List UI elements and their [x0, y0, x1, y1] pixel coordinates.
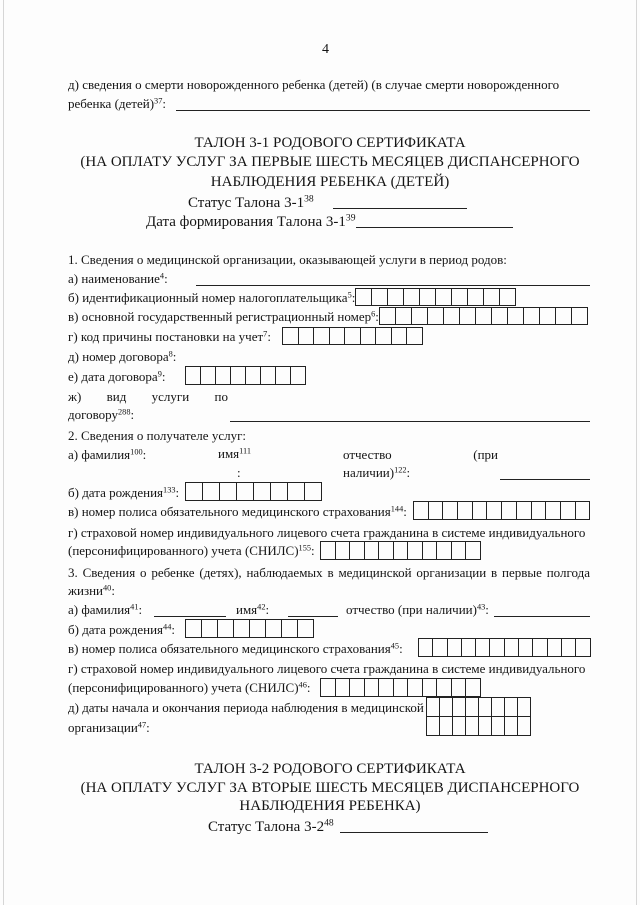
- label-text: имя: [218, 446, 240, 461]
- death-info-label: [68, 96, 166, 112]
- digit-cell: [466, 679, 481, 697]
- colon: :: [403, 504, 407, 519]
- colon: :: [142, 447, 147, 462]
- digit-cell: [345, 328, 361, 345]
- digit-cell: [540, 308, 556, 325]
- death-info-fill-line: [176, 110, 590, 111]
- talon-3-1-date-fill-line: [356, 227, 513, 228]
- digit-cell: [186, 620, 202, 638]
- child-surname-fill-line: [154, 616, 226, 617]
- digit-cell: [305, 483, 322, 501]
- colon: :: [399, 641, 403, 656]
- kpp-label: [68, 329, 271, 345]
- digit-cell: [440, 698, 453, 717]
- footnote-ref: 42: [257, 602, 266, 612]
- label-text: е) дата договора: [68, 369, 158, 384]
- digit-cell: [361, 328, 377, 345]
- service-type-label-line1: ж) вид услуги по: [68, 389, 228, 404]
- digit-cell: [492, 717, 505, 736]
- colon: :: [265, 602, 270, 617]
- digit-cell: [479, 698, 492, 717]
- talon-3-1-date-label: [146, 213, 356, 231]
- digit-cell: [562, 639, 576, 657]
- recipient-birth-date-label: [68, 485, 179, 501]
- digit-cell: [452, 679, 467, 697]
- digit-cell: [572, 308, 588, 325]
- colon: :: [162, 96, 166, 111]
- observation-period-label-line1: д) даты начала и окончания периода наблюдения в медицинской: [68, 700, 424, 715]
- digit-cell: [218, 620, 234, 638]
- footnote-ref: 155: [298, 543, 312, 553]
- digit-cell: [186, 367, 201, 385]
- digit-cell: [524, 308, 540, 325]
- recipient-patronymic-label-line2: [343, 465, 410, 481]
- digit-cell: [376, 328, 392, 345]
- colon: :: [164, 271, 168, 286]
- label-text: наличии): [343, 465, 395, 480]
- digit-cell: [437, 542, 452, 560]
- digit-cell: [576, 502, 591, 520]
- child-first-name-label: [236, 602, 269, 618]
- talon-3-2-subtitle-line1: (НА ОПЛАТУ УСЛУГ ЗА ВТОРЫЕ ШЕСТЬ МЕСЯЦЕВ ДИСПАНСЕРНОГО: [80, 780, 580, 796]
- digit-cell: [379, 679, 394, 697]
- contract-number-label: [68, 349, 176, 365]
- label-text: а) фамилия: [68, 447, 131, 462]
- footnote-ref: 47: [137, 720, 147, 730]
- digit-cell: [408, 679, 423, 697]
- footnote-ref: 43: [476, 602, 486, 612]
- observation-period-label-line2: [68, 720, 150, 736]
- footnote-ref: 288: [118, 407, 131, 417]
- section-1-heading: 1. Сведения о медицинской организации, оказывающей услуги в период родов:: [68, 252, 507, 267]
- footnote-ref: 45: [390, 641, 400, 651]
- child-snils-cells: [320, 678, 481, 697]
- digit-cell: [216, 367, 231, 385]
- digit-cell: [407, 328, 423, 345]
- contract-date-cells: [185, 366, 306, 385]
- child-patronymic-label: [346, 602, 489, 618]
- observation-period-cells: [426, 697, 531, 736]
- digit-cell: [254, 483, 271, 501]
- label-text: б) дата рождения: [68, 622, 164, 637]
- footnote-ref: 40: [103, 583, 112, 593]
- talon-3-2-status-fill-line: [340, 832, 488, 833]
- colon: :: [111, 583, 115, 598]
- digit-cell: [428, 308, 444, 325]
- footnote-ref: 5: [347, 290, 352, 300]
- digit-cell: [396, 308, 412, 325]
- colon: :: [267, 329, 271, 344]
- digit-cell: [388, 289, 404, 306]
- digit-cell: [237, 483, 254, 501]
- child-oms-policy-label: [68, 641, 403, 657]
- footnote-ref: 48: [324, 817, 334, 829]
- digit-cell: [490, 639, 504, 657]
- digit-cell: [365, 679, 380, 697]
- digit-cell: [462, 639, 476, 657]
- digit-cell: [437, 679, 452, 697]
- footnote-ref: 100: [130, 447, 143, 457]
- colon: :: [146, 720, 150, 735]
- digit-cell: [423, 542, 438, 560]
- label-text: а) наименование: [68, 271, 160, 286]
- digit-cell: [479, 717, 492, 736]
- digit-cell: [246, 367, 261, 385]
- digit-cell: [336, 679, 351, 697]
- digit-cell: [466, 698, 479, 717]
- digit-cell: [420, 289, 436, 306]
- label-text: а) фамилия: [68, 602, 131, 617]
- digit-cell: [291, 367, 306, 385]
- digit-cell: [414, 502, 429, 520]
- digit-cell: [419, 639, 433, 657]
- digit-cell: [518, 717, 531, 736]
- digit-cell: [505, 717, 518, 736]
- label-text: имя: [236, 602, 258, 617]
- org-name-fill-line: [196, 285, 590, 286]
- digit-cell: [372, 289, 388, 306]
- digit-cell: [452, 289, 468, 306]
- death-info-line1: д) сведения о смерти новорожденного ребенка (детей) (в случае смерти новорожденного: [68, 77, 560, 92]
- digit-cell: [440, 717, 453, 736]
- digit-cell: [443, 502, 458, 520]
- colon: :: [351, 290, 356, 305]
- digit-cell: [473, 502, 488, 520]
- digit-cell: [458, 502, 473, 520]
- inn-cells: [355, 288, 516, 306]
- digit-cell: [500, 289, 516, 306]
- digit-cell: [299, 328, 315, 345]
- digit-cell: [548, 639, 562, 657]
- footnote-ref: 44: [163, 622, 172, 632]
- digit-cell: [231, 367, 246, 385]
- recipient-patronymic-label-line1: отчество (при: [343, 447, 498, 462]
- service-type-fill-line: [230, 421, 590, 422]
- digit-cell: [288, 483, 305, 501]
- digit-cell: [466, 717, 479, 736]
- colon: :: [175, 485, 180, 500]
- digit-cell: [365, 542, 380, 560]
- footnote-ref: 7: [263, 329, 268, 339]
- footnote-ref: 38: [304, 193, 314, 205]
- digit-cell: [466, 542, 481, 560]
- colon: :: [161, 369, 166, 384]
- footnote-ref: 133: [163, 485, 176, 495]
- digit-cell: [546, 502, 561, 520]
- kpp-cells: [282, 327, 423, 345]
- label-text: б) дата рождения: [68, 485, 164, 500]
- digit-cell: [394, 542, 409, 560]
- digit-cell: [505, 698, 518, 717]
- colon: :: [311, 543, 315, 558]
- footnote-ref: 122: [394, 465, 407, 475]
- status-label-text: Статус Талона 3-2: [208, 819, 325, 835]
- child-birth-date-cells: [185, 619, 314, 638]
- child-birth-date-label: [68, 622, 175, 638]
- digit-cell: [404, 289, 420, 306]
- recipient-birth-date-cells: [185, 482, 322, 501]
- digit-cell: [250, 620, 266, 638]
- digit-cell: [282, 620, 298, 638]
- label-text: д) номер договора: [68, 349, 169, 364]
- recipient-first-name-label: [218, 446, 251, 462]
- colon: :: [375, 309, 379, 324]
- digit-cell: [427, 717, 440, 736]
- digit-cell: [220, 483, 237, 501]
- digit-cell: [468, 289, 484, 306]
- recipient-surname-label: [68, 447, 146, 463]
- digit-cell: [394, 679, 409, 697]
- digit-cell: [517, 502, 532, 520]
- digit-cell: [444, 308, 460, 325]
- digit-cell: [271, 483, 288, 501]
- digit-cell: [356, 289, 372, 306]
- digit-cell: [321, 542, 336, 560]
- colon: :: [406, 465, 411, 480]
- inn-label: [68, 290, 355, 306]
- digit-cell: [423, 679, 438, 697]
- digit-cell: [556, 308, 572, 325]
- digit-cell: [436, 289, 452, 306]
- status-label-text: Статус Талона 3-1: [188, 195, 305, 211]
- recipient-snils-label-line2: [68, 543, 315, 559]
- scan-edge-right: [636, 0, 637, 905]
- label-text: б) идентификационный номер налогоплательщика: [68, 290, 348, 305]
- colon: :: [138, 602, 143, 617]
- section-3-heading-line1: 3. Сведения о ребенке (детях), наблюдаемых в медицинской организации в первые полгода: [68, 565, 590, 580]
- digit-cell: [330, 328, 346, 345]
- label-text: г) код причины постановки на учет: [68, 329, 264, 344]
- digit-cell: [186, 483, 203, 501]
- recipient-snils-label-line1: г) страховой номер индивидуального лицевого счета гражданина в системе индивидуального: [68, 525, 586, 540]
- label-text: в) основной государственный регистрационный номер: [68, 309, 372, 324]
- digit-cell: [201, 367, 216, 385]
- digit-cell: [429, 502, 444, 520]
- recipient-oms-policy-label: [68, 504, 407, 520]
- digit-cell: [533, 639, 547, 657]
- digit-cell: [392, 328, 408, 345]
- digit-cell: [518, 698, 531, 717]
- colon: :: [130, 407, 135, 422]
- digit-cell: [202, 620, 218, 638]
- footnote-ref: 144: [390, 504, 404, 514]
- colon: :: [171, 622, 175, 637]
- digit-cell: [276, 367, 291, 385]
- section-3-heading-line2: [68, 583, 115, 599]
- child-snils-label-line1: г) страховой номер индивидуального лицевого счета гражданина в системе индивидуального: [68, 661, 586, 676]
- talon-3-2-title: ТАЛОН 3-2 РОДОВОГО СЕРТИФИКАТА: [194, 761, 466, 777]
- digit-cell: [453, 698, 466, 717]
- digit-cell: [502, 502, 517, 520]
- footnote-ref: 39: [345, 212, 356, 224]
- digit-cell: [487, 502, 502, 520]
- digit-cell: [576, 639, 590, 657]
- footnote-ref: 8: [168, 349, 173, 359]
- label-text: отчество (при наличии): [346, 602, 477, 617]
- recipient-oms-policy-cells: [413, 501, 590, 520]
- talon-3-1-title: ТАЛОН 3-1 РОДОВОГО СЕРТИФИКАТА: [194, 135, 466, 151]
- digit-cell: [283, 328, 299, 345]
- digit-cell: [427, 698, 440, 717]
- digit-cell: [448, 639, 462, 657]
- digit-cell: [453, 717, 466, 736]
- footnote-ref: 9: [157, 369, 162, 379]
- recipient-first-name-colon: :: [237, 465, 241, 480]
- colon: :: [485, 602, 489, 617]
- digit-cell: [412, 308, 428, 325]
- talon-3-1-status-label: [188, 194, 314, 212]
- digit-cell: [476, 639, 490, 657]
- label-text: договору: [68, 407, 119, 422]
- child-first-name-fill-line: [288, 616, 338, 617]
- talon-3-1-status-fill-line: [333, 208, 467, 209]
- recipient-snils-cells: [320, 541, 481, 560]
- footnote-ref: 37: [154, 96, 163, 106]
- talon-3-1-subtitle-line2: НАБЛЮДЕНИЯ РЕБЕНКА (ДЕТЕЙ): [210, 174, 450, 190]
- digit-cell: [452, 542, 467, 560]
- contract-date-label: [68, 369, 165, 385]
- footnote-ref: 4: [159, 271, 165, 281]
- digit-cell: [203, 483, 220, 501]
- digit-cell: [460, 308, 476, 325]
- digit-cell: [314, 328, 330, 345]
- colon: :: [306, 680, 311, 695]
- death-info-line2: ребенка (детей): [68, 96, 155, 111]
- page-number: 4: [322, 42, 329, 57]
- ogrn-cells: [379, 307, 588, 325]
- digit-cell: [484, 289, 500, 306]
- digit-cell: [505, 639, 519, 657]
- label-text: (персонифицированного) учета (СНИЛС): [68, 543, 299, 558]
- digit-cell: [321, 679, 336, 697]
- digit-cell: [476, 308, 492, 325]
- digit-cell: [266, 620, 282, 638]
- digit-cell: [261, 367, 276, 385]
- label-text: (персонифицированного) учета (СНИЛС): [68, 680, 299, 695]
- label-text: в) номер полиса обязательного медицинского страхования: [68, 504, 391, 519]
- child-patronymic-fill-line: [494, 616, 590, 617]
- digit-cell: [532, 502, 547, 520]
- label-text: организации: [68, 720, 138, 735]
- footnote-ref: 46: [298, 680, 307, 690]
- label-text: в) номер полиса обязательного медицинского страхования: [68, 641, 391, 656]
- digit-cell: [508, 308, 524, 325]
- child-surname-label: [68, 602, 142, 618]
- digit-cell: [379, 542, 394, 560]
- date-label-text: Дата формирования Талона 3-1: [146, 214, 346, 230]
- digit-cell: [298, 620, 314, 638]
- recipient-patronymic-fill-line: [500, 479, 590, 480]
- footnote-ref: 6: [371, 309, 376, 319]
- digit-cell: [336, 542, 351, 560]
- colon: :: [172, 349, 177, 364]
- ogrn-label: [68, 309, 379, 325]
- child-oms-policy-cells: [418, 638, 591, 657]
- label-text: жизни: [68, 583, 103, 598]
- child-snils-label-line2: [68, 680, 310, 696]
- footnote-ref: 41: [130, 602, 139, 612]
- org-name-label: [68, 271, 168, 287]
- digit-cell: [519, 639, 533, 657]
- digit-cell: [234, 620, 250, 638]
- section-2-heading: 2. Сведения о получателе услуг:: [68, 428, 247, 443]
- talon-3-2-status-label: [208, 818, 334, 836]
- scan-edge-left: [3, 0, 4, 905]
- digit-cell: [350, 542, 365, 560]
- footnote-ref: 111: [239, 446, 252, 456]
- digit-cell: [492, 308, 508, 325]
- talon-3-1-subtitle-line1: (НА ОПЛАТУ УСЛУГ ЗА ПЕРВЫЕ ШЕСТЬ МЕСЯЦЕВ ДИСПАНСЕРНОГО: [80, 154, 580, 170]
- digit-cell: [433, 639, 447, 657]
- talon-3-2-subtitle-line2: НАБЛЮДЕНИЯ РЕБЕНКА): [239, 798, 421, 814]
- digit-cell: [350, 679, 365, 697]
- digit-cell: [408, 542, 423, 560]
- digit-cell: [380, 308, 396, 325]
- service-type-label-line2: [68, 407, 134, 423]
- digit-cell: [561, 502, 576, 520]
- digit-cell: [492, 698, 505, 717]
